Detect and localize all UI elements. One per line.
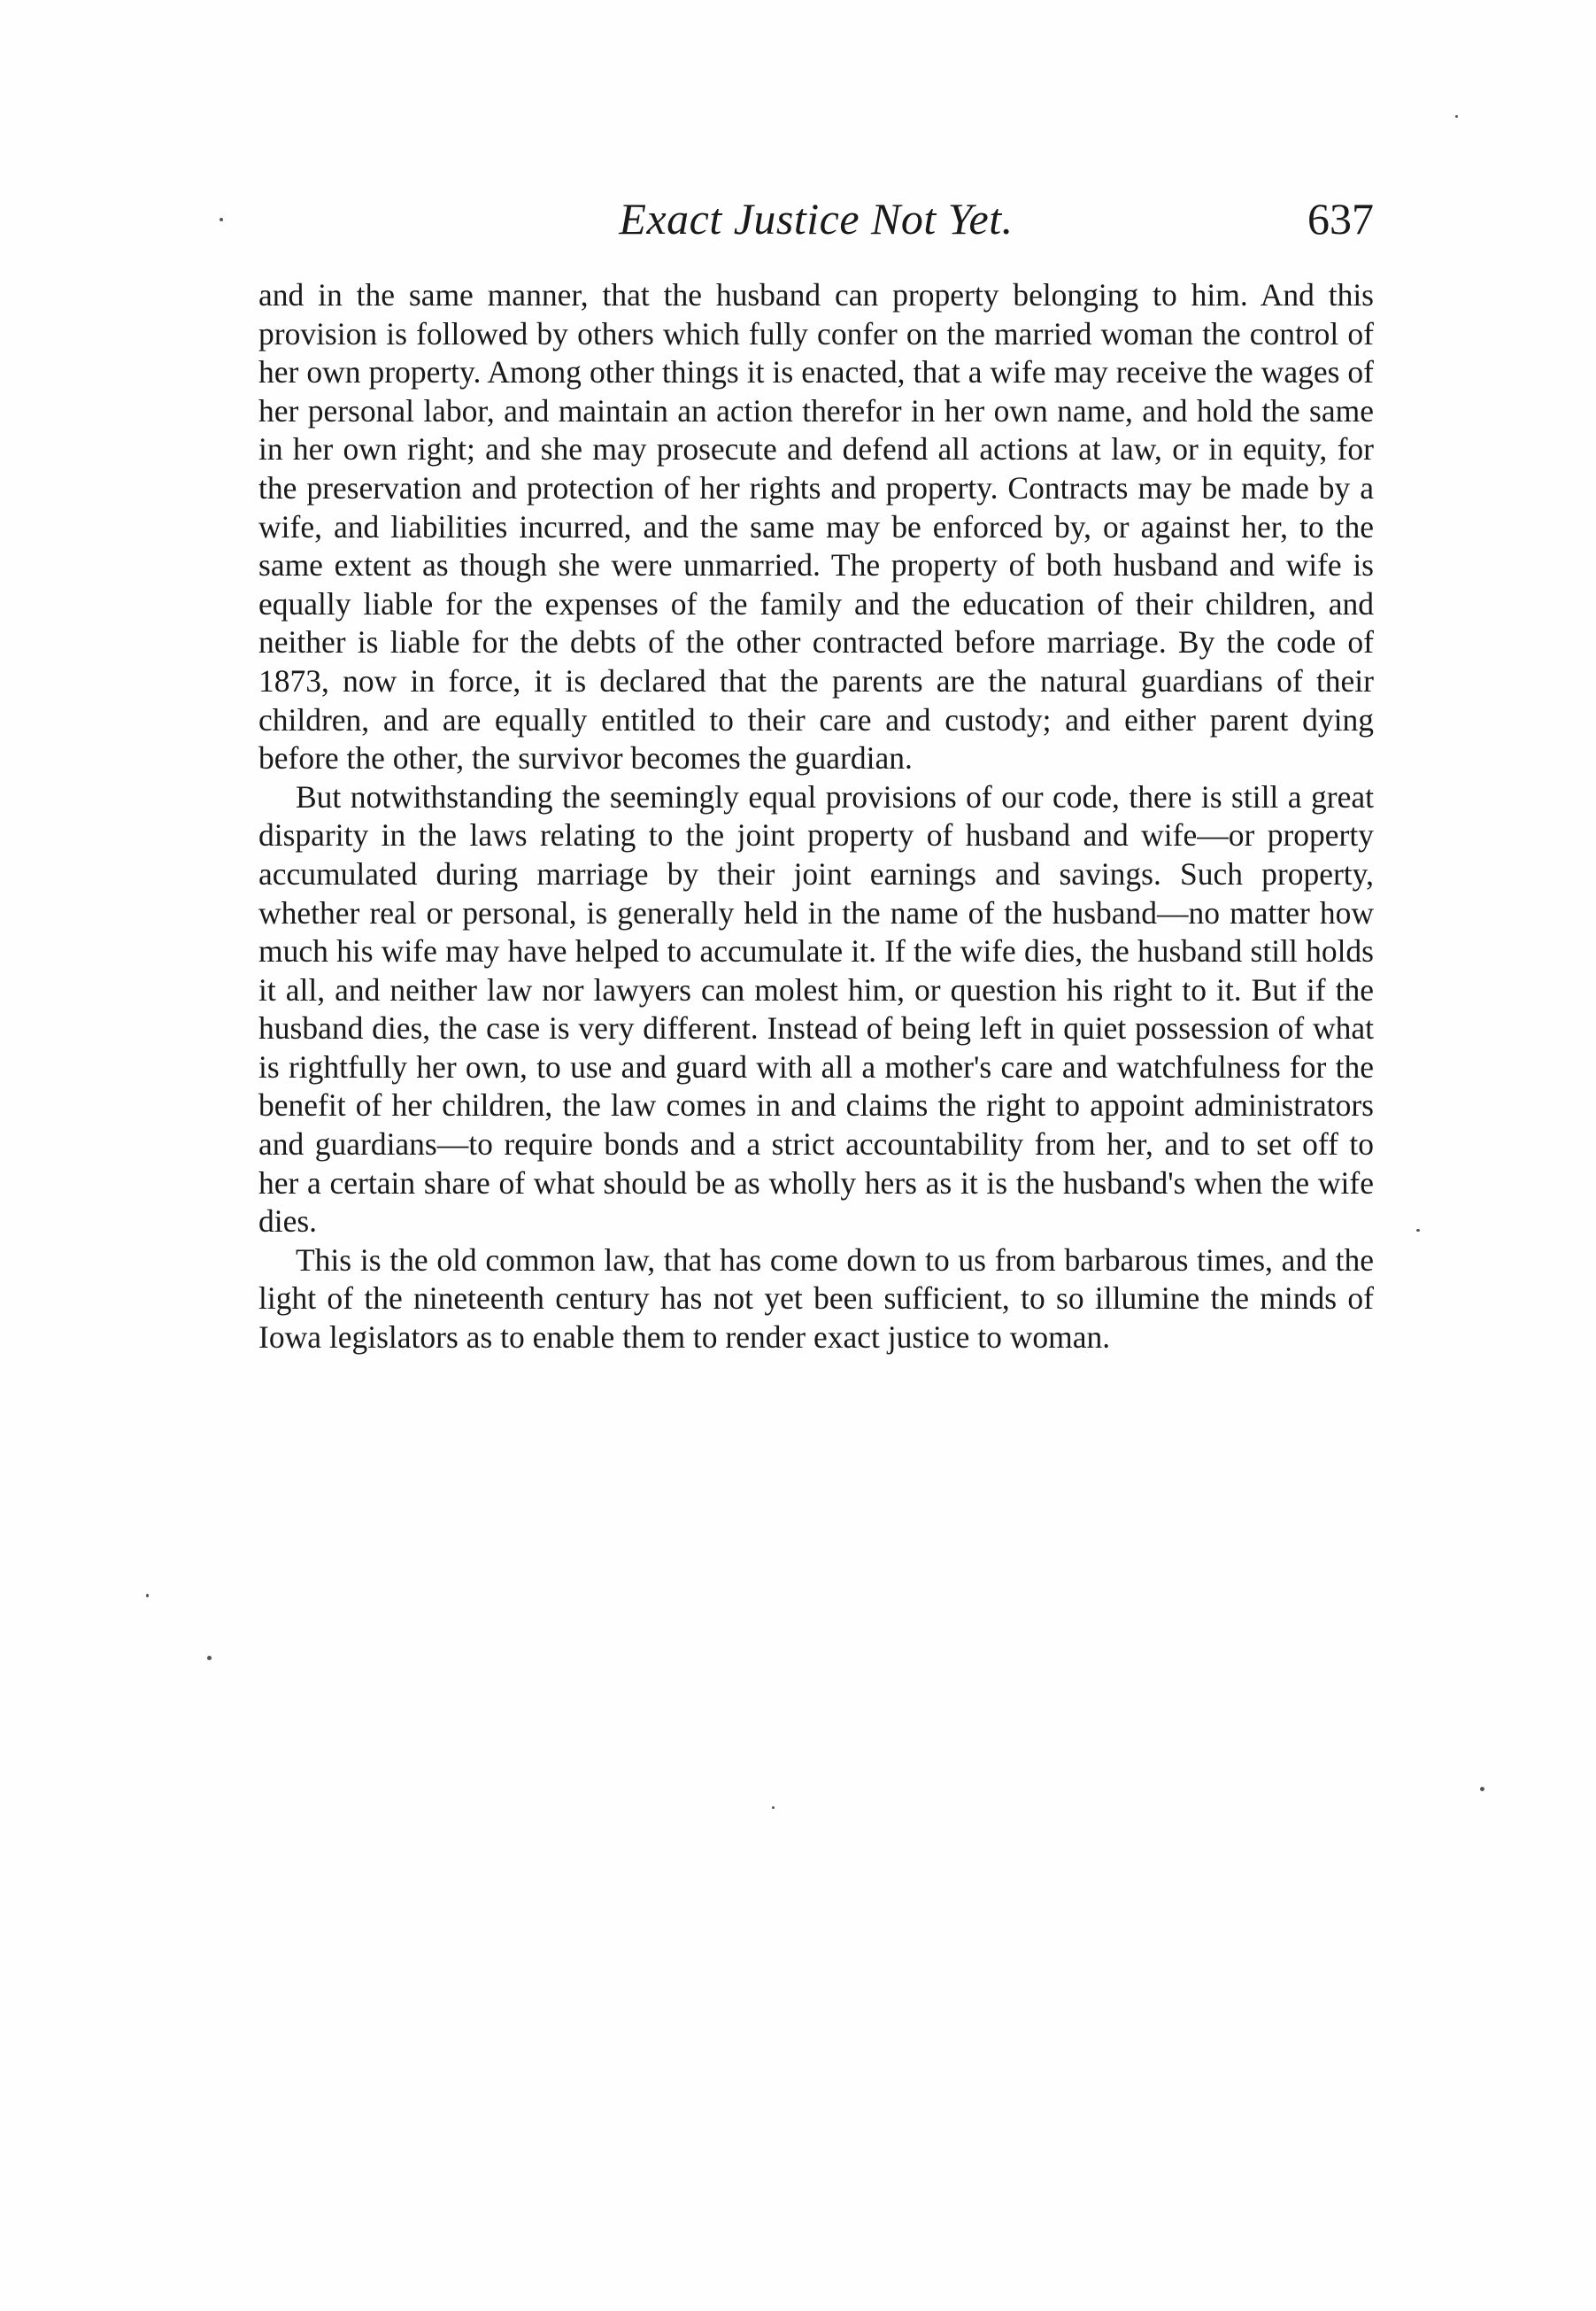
paragraph: But notwithstanding the seemingly equal provisions of our code, there is still a great disparity in the laws relating to the joint property of husband and wife—or property accumulated during marriage by their joint earnings and savings. Such property, whether real or personal, is generally held in the name of the husband—no matter how much his wife may have helped to accumulate it. If the wife dies, the husband still holds it all, and neither law nor lawyers can molest him, or question his right to it. But if the husband dies, the case is very different. Instead of being left in quiet possession of what is rightfully her own, to use and guard with all a mother's care and watchfulness for the benefit of her children, the law comes in and claims the right to appoint administrators and guardians—to require bonds and a strict accountability from her, and to set off to her a certain share of what should be as wholly hers as it is the husband's when the wife dies. <box>258 778 1374 1240</box>
print-speck <box>207 1656 212 1660</box>
running-title: Exact Justice Not Yet. <box>619 194 1014 243</box>
print-speck <box>772 1806 775 1809</box>
print-speck <box>1416 1229 1420 1232</box>
print-speck <box>146 1594 149 1597</box>
page-number: 637 <box>1307 194 1374 243</box>
print-speck <box>1455 115 1458 118</box>
paragraph-continued: and in the same manner, that the husband can property belonging to him. And this provision is followed by others which fully confer on the married woman the control of her own property. Among other things it is enacted, that a wife may receive the wages of her personal labor, and maintain an action therefor in her own name, and hold the same in her own right; and she may prosecute and defend all actions at law, or in equity, for the preservation and protection of her rights and property. Contracts may be made by a wife, and liabilities incurred, and the same may be enforced by, or against her, to the same extent as though she were unmarried. The property of both husband and wife is equally liable for the expenses of the family and the education of their children, and neither is liable for the debts of the other contracted before marriage. By the code of 1873, now in force, it is declared that the parents are the natural guardians of their children, and are equally entitled to their care and custody; and either parent dying before the other, the survivor becomes the guardian. <box>258 277 1374 777</box>
print-speck <box>1480 1787 1484 1791</box>
paragraph: This is the old common law, that has come down to us from barbarous times, and the light of the nineteenth century has not yet been sufficient, to so illumine the minds of Iowa legislators as to enable them to render exact justice to woman. <box>258 1241 1374 1356</box>
body-text <box>258 276 1374 1357</box>
running-head <box>258 193 1374 255</box>
print-speck <box>220 218 223 221</box>
